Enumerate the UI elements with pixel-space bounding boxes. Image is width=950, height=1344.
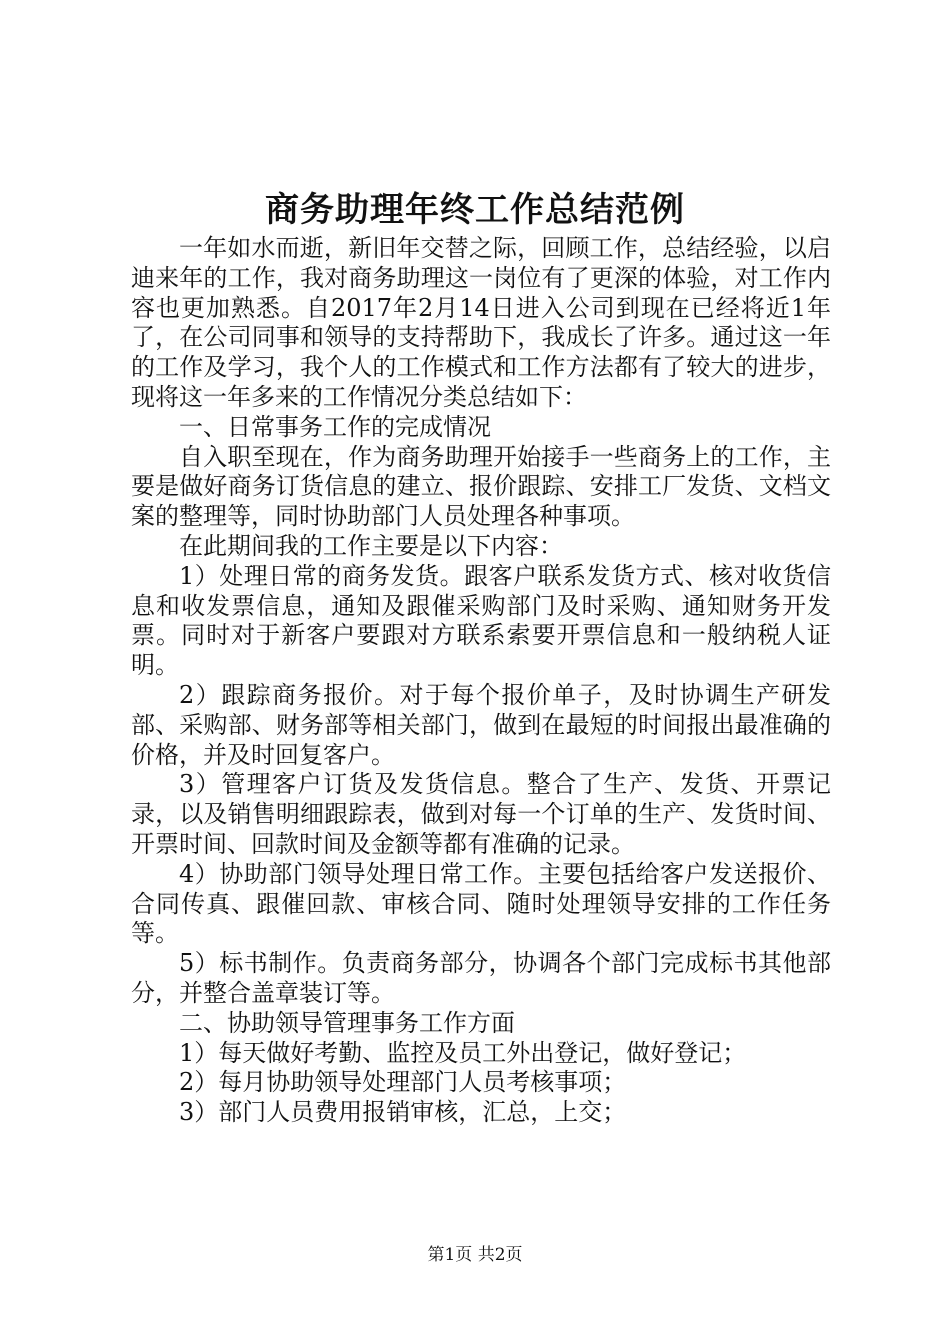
list-item-tender: 5）标书制作。负责商务部分，协调各个部门完成标书其他部分，并整合盖章装订等。 [131,949,831,1007]
page-number-footer: 第1页 共2页 [427,1245,523,1265]
list-item-assessment: 2）每月协助领导处理部门人员考核事项； [179,1068,627,1097]
list-item-expenses: 3）部门人员费用报销审核，汇总，上交； [179,1098,627,1127]
list-item-attendance: 1）每天做好考勤、监控及员工外出登记，做好登记； [179,1038,747,1067]
list-item-assist-leader: 4）协助部门领导处理日常工作。主要包括给客户发送报价、合同传真、跟催回款、审核合同、随时处理领导安排的工作任务等。 [131,859,831,948]
document-body [131,234,831,1128]
section-heading-daily-work: 一、日常事务工作的完成情况 [179,412,491,441]
list-item-shipping: 1）处理日常的商务发货。跟客户联系发货方式、核对收货信息和收发票信息，通知及跟催采购部门及时采购、通知财务开发票。同时对于新客户要跟对方联系索要开票信息和一般纳税人证明。 [131,561,831,680]
section-heading-management: 二、协助领导管理事务工作方面 [179,1008,515,1037]
list-item-order-records: 3）管理客户订货及发货信息。整合了生产、发货、开票记录，以及销售明细跟踪表，做到对每一个订单的生产、发货时间、开票时间、回款时间及金额等都有准确的记录。 [131,770,831,858]
paragraph-work-list-intro: 在此期间我的工作主要是以下内容： [179,531,563,560]
list-item-quotation: 2）跟踪商务报价。对于每个报价单子，及时协调生产研发部、采购部、财务部等相关部门，做到在最短的时间报出最准确的价格，并及时回复客户。 [131,680,831,769]
paragraph-daily-work: 自入职至现在，作为商务助理开始接手一些商务上的工作，主要是做好商务订货信息的建立、报价跟踪、安排工厂发货、文档文案的整理等，同时协助部门人员处理各种事项。 [131,442,831,531]
document-title: 商务助理年终工作总结范例 [265,190,685,230]
paragraph-intro: 一年如水而逝，新旧年交替之际，回顾工作，总结经验，以启迪来年的工作，我对商务助理这一岗位有了更深的体验，对工作内容也更加熟悉。自2017年2月14日进入公司到现在已经将近1年了，在公司同事和领导的支持帮助下，我成长了许多。通过这一年的工作及学习，我个人的工作模式和工作方法都有了较大的进步，现将这一年多来的工作情况分类总结如下： [131,234,831,411]
